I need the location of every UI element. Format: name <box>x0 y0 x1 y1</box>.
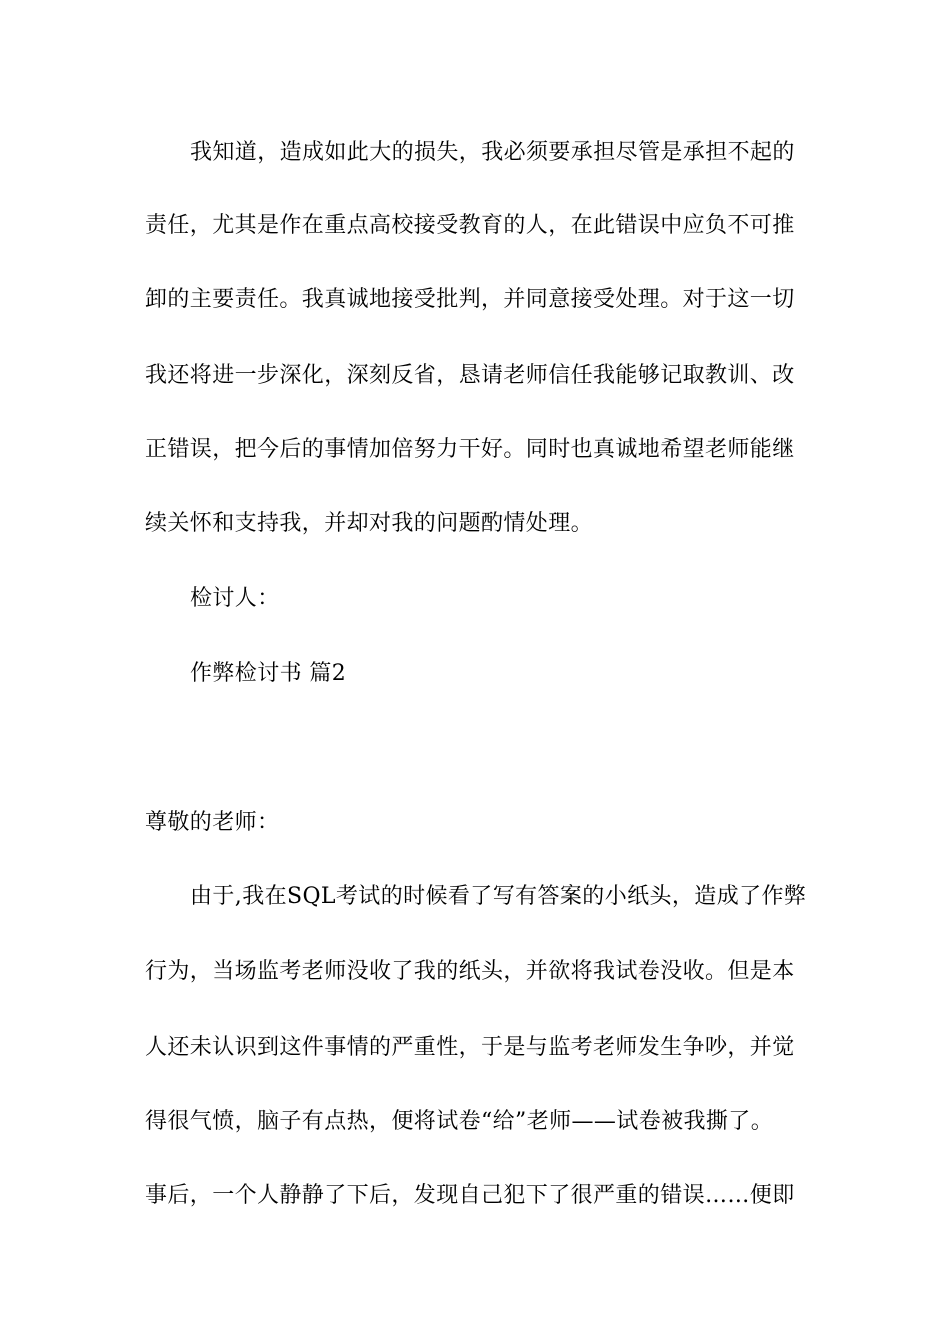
paragraph-2-line-3: 人还未认识到这件事情的严重性，于是与监考老师发生争吵，并觉 <box>145 1035 795 1060</box>
paragraph-1-line-1: 我知道，造成如此大的损失，我必须要承担尽管是承担不起的 <box>190 140 795 165</box>
paragraph-2-line-4: 得很气愤，脑子有点热，便将试卷“给”老师——试卷被我撕了。 <box>145 1109 774 1134</box>
paragraph-2-line-5: 事后，一个人静静了下后，发现自己犯下了很严重的错误……便即 <box>145 1183 795 1208</box>
paragraph-1-line-3: 卸的主要责任。我真诚地接受批判，并同意接受处理。对于这一切 <box>145 287 795 312</box>
salutation: 尊敬的老师： <box>145 810 280 835</box>
paragraph-1-line-2: 责任，尤其是作在重点高校接受教育的人，在此错误中应负不可推 <box>145 213 795 238</box>
section-heading: 作弊检讨书 篇2 <box>190 661 347 686</box>
paragraph-1-line-5: 正错误，把今后的事情加倍努力干好。同时也真诚地希望老师能继 <box>145 437 795 462</box>
paragraph-2-line-1: 由于,我在SQL考试的时候看了写有答案的小纸头，造成了作弊 <box>190 884 807 909</box>
paragraph-1-line-6: 续关怀和支持我，并却对我的问题酌情处理。 <box>145 511 594 536</box>
paragraph-2-line-2: 行为，当场监考老师没收了我的纸头，并欲将我试卷没收。但是本 <box>145 959 795 984</box>
signature-label: 检讨人： <box>190 586 280 611</box>
paragraph-1-line-4: 我还将进一步深化，深刻反省，恳请老师信任我能够记取教训、改 <box>145 363 795 388</box>
